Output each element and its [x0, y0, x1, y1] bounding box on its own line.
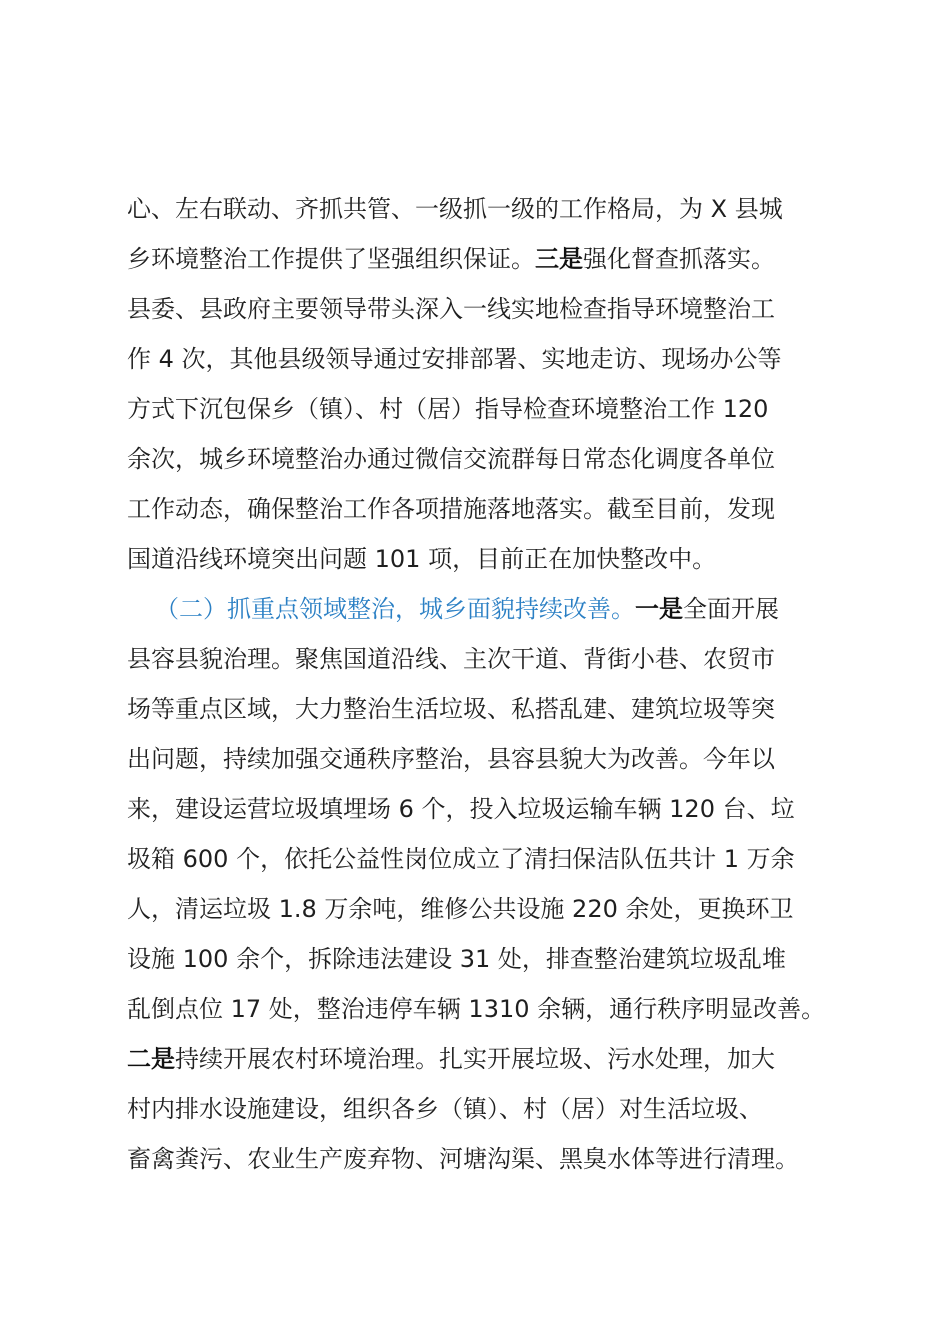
- text-segment: 县容县貌治理。聚焦国道沿线、主次干道、背街小巷、农贸市: [127, 645, 775, 673]
- text-line: [127, 484, 827, 534]
- body-text: [127, 184, 827, 1184]
- text-line: [127, 684, 827, 734]
- ordinal-marker: 三是: [535, 245, 583, 273]
- ordinal-marker: 一是: [635, 595, 683, 623]
- text-segment: 县委、县政府主要领导带头深入一线实地检查指导环境整治工: [127, 295, 775, 323]
- text-segment: 圾箱 600 个，依托公益性岗位成立了清扫保洁队伍共计 1 万余: [127, 845, 795, 873]
- text-segment: 出问题，持续加强交通秩序整治，县容县貌大为改善。今年以: [127, 745, 775, 773]
- text-segment: 畜禽粪污、农业生产废弃物、河塘沟渠、黑臭水体等进行清理。: [127, 1145, 799, 1173]
- text-line: [127, 734, 827, 784]
- text-line: [127, 284, 827, 334]
- text-segment: 人，清运垃圾 1.8 万余吨，维修公共设施 220 余处，更换环卫: [127, 895, 794, 923]
- text-segment: 设施 100 余个，拆除违法建设 31 处，排查整治建筑垃圾乱堆: [127, 945, 786, 973]
- text-line: [127, 234, 827, 284]
- text-segment: 方式下沉包保乡（镇）、村（居）指导检查环境整治工作 120: [127, 395, 769, 423]
- text-segment: 心、左右联动、齐抓共管、一级抓一级的工作格局，为 X 县城: [127, 195, 783, 223]
- text-segment: 工作动态，确保整治工作各项措施落地落实。截至目前，发现: [127, 495, 775, 523]
- text-line: [127, 934, 827, 984]
- text-line: [127, 534, 827, 584]
- ordinal-marker: 二是: [127, 1045, 175, 1073]
- text-segment: 乱倒点位 17 处，整治违停车辆 1310 余辆，通行秩序明显改善。: [127, 995, 826, 1023]
- text-line: [127, 1034, 827, 1084]
- text-segment: 场等重点区域，大力整治生活垃圾、私搭乱建、建筑垃圾等突: [127, 695, 775, 723]
- text-line: [127, 1084, 827, 1134]
- text-line: [127, 384, 827, 434]
- text-line: [127, 334, 827, 384]
- text-line: [127, 984, 827, 1034]
- section-heading: （二）抓重点领域整治，城乡面貌持续改善。: [155, 595, 635, 623]
- text-segment: 强化督查抓落实。: [583, 245, 775, 273]
- text-segment: 来，建设运营垃圾填埋场 6 个，投入垃圾运输车辆 120 台、垃: [127, 795, 795, 823]
- text-segment: 国道沿线环境突出问题 101 项，目前正在加快整改中。: [127, 545, 717, 573]
- text-line: [127, 784, 827, 834]
- text-segment: 乡环境整治工作提供了坚强组织保证。: [127, 245, 535, 273]
- text-line: [127, 834, 827, 884]
- text-line: [127, 634, 827, 684]
- text-segment: 作 4 次，其他县级领导通过安排部署、实地走访、现场办公等: [127, 345, 782, 373]
- text-line: [127, 1134, 827, 1184]
- text-line: [127, 584, 827, 634]
- text-segment: 村内排水设施建设，组织各乡（镇）、村（居）对生活垃圾、: [127, 1095, 763, 1123]
- text-line: [127, 184, 827, 234]
- text-segment: 余次，城乡环境整治办通过微信交流群每日常态化调度各单位: [127, 445, 775, 473]
- text-line: [127, 884, 827, 934]
- text-line: [127, 434, 827, 484]
- text-segment: 全面开展: [683, 595, 779, 623]
- text-segment: 持续开展农村环境治理。扎实开展垃圾、污水处理，加大: [175, 1045, 775, 1073]
